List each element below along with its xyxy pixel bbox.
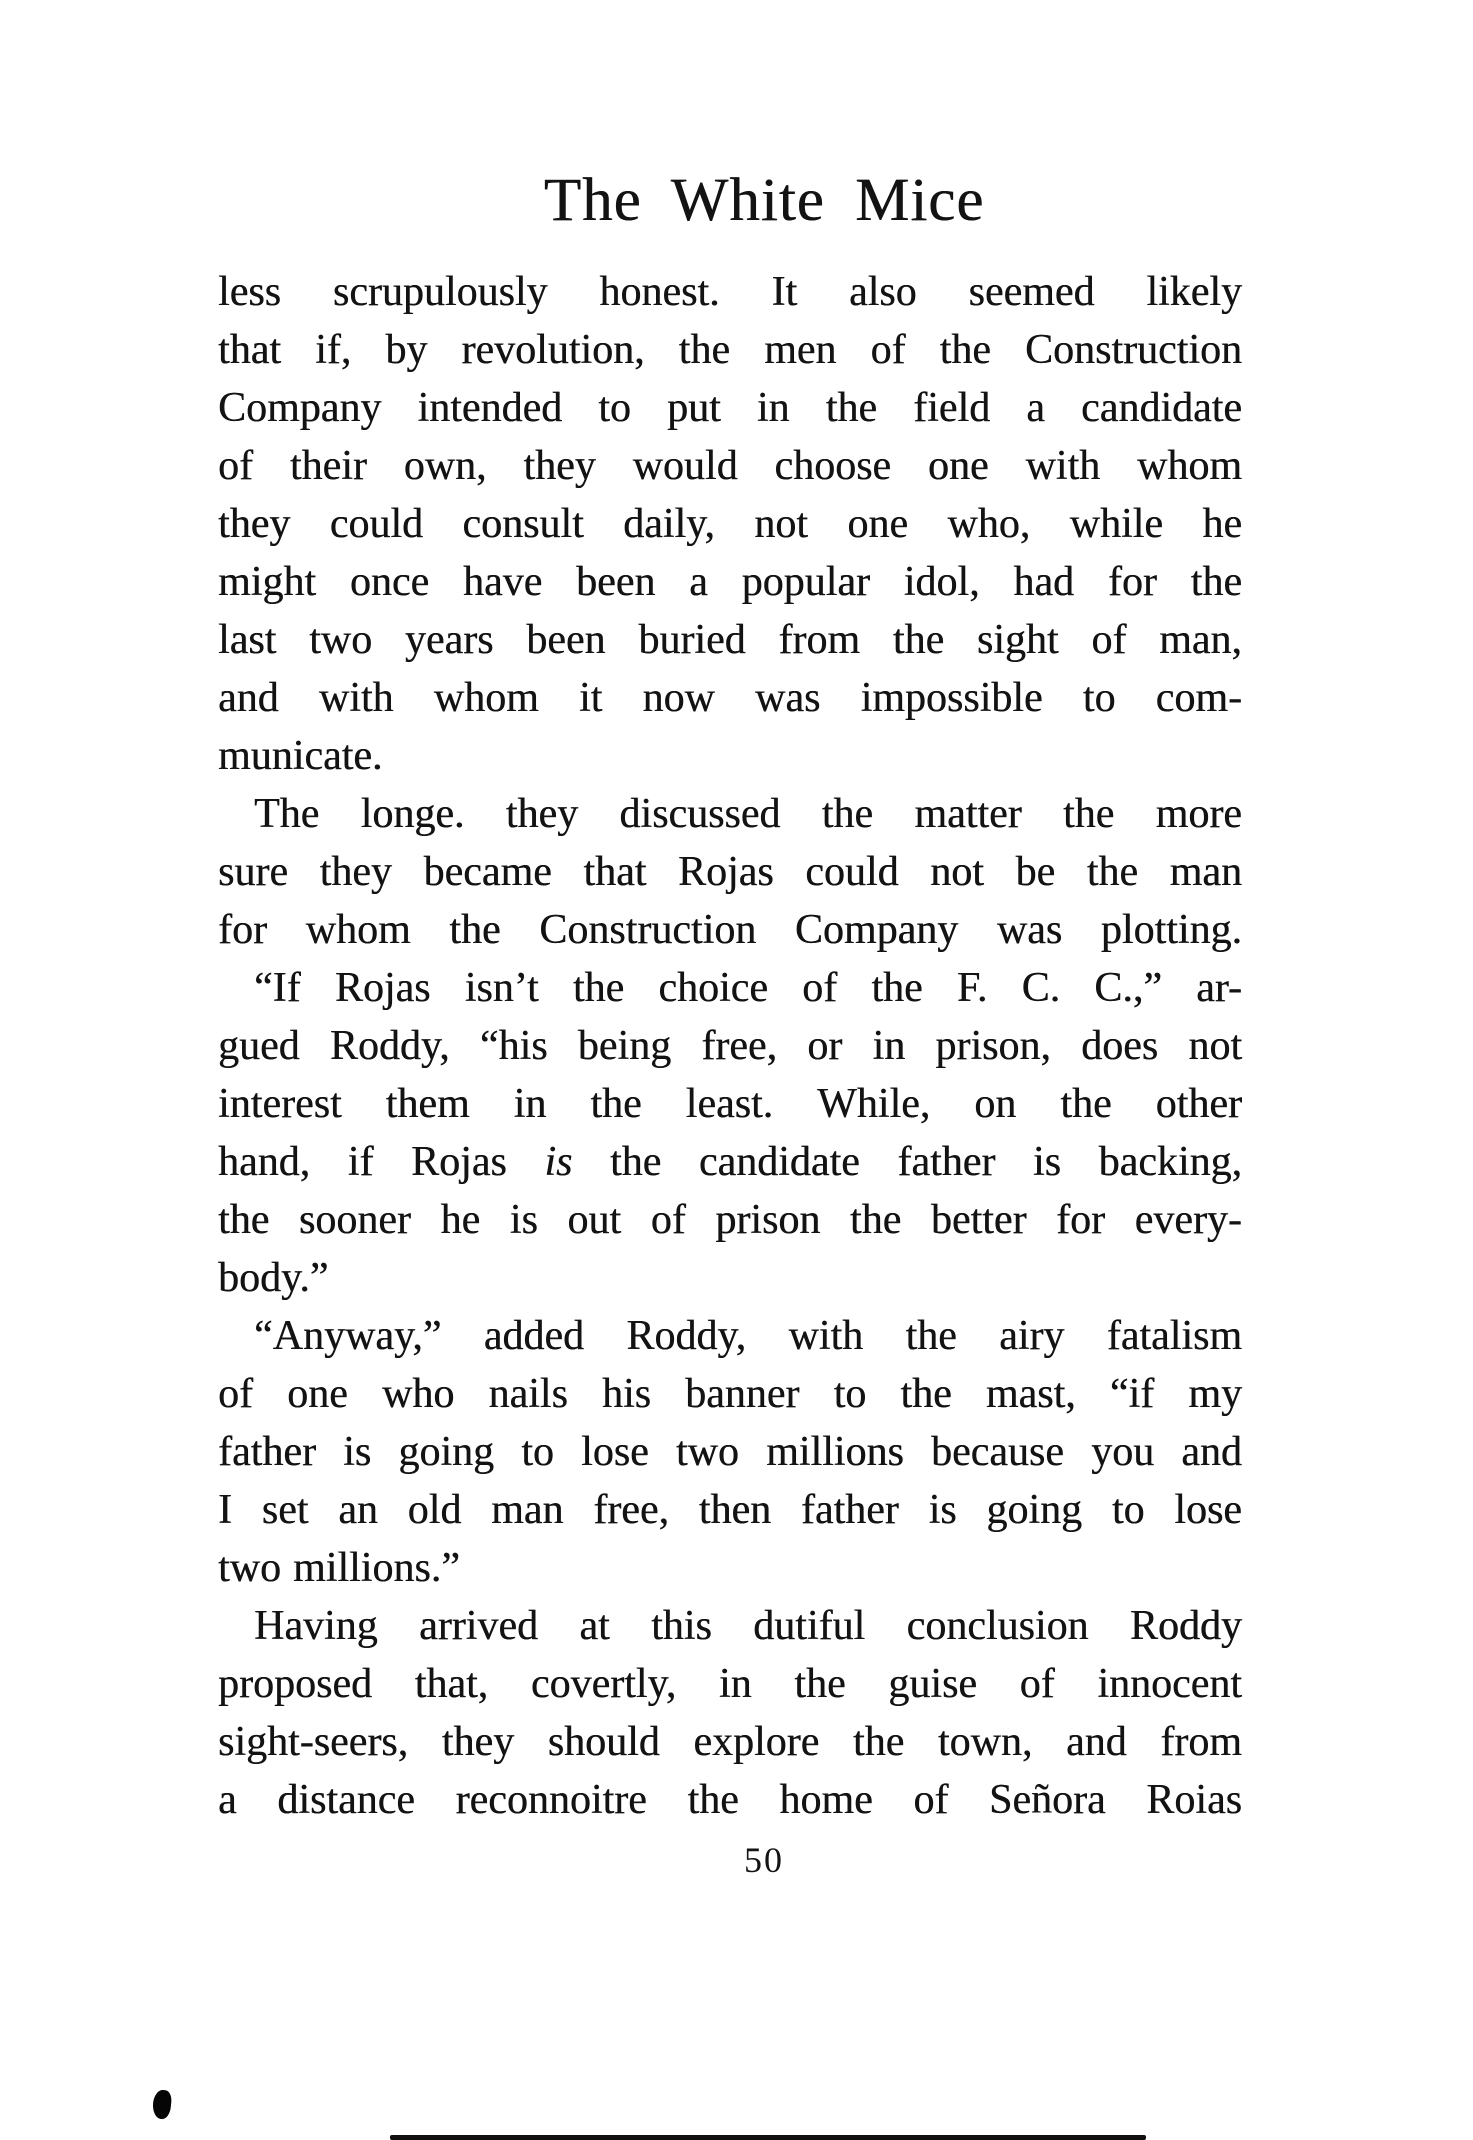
page-number: 50 bbox=[744, 1840, 784, 1880]
text-line: the sooner he is out of prison the better for every- bbox=[218, 1197, 1242, 1243]
page-title: The White Mice bbox=[543, 167, 985, 234]
text-line: for whom the Construction Company was plotting. bbox=[218, 907, 1242, 953]
text-line: “If Rojas isn’t the choice of the F. C. C.,” ar- bbox=[254, 965, 1242, 1011]
text-line: might once have been a popular idol, had for the bbox=[218, 559, 1242, 605]
text-line: sight-seers, they should explore the town, and from bbox=[218, 1719, 1242, 1765]
text-line: less scrupulously honest. It also seemed likely bbox=[218, 269, 1242, 315]
text-line: of their own, they would choose one with whom bbox=[218, 443, 1242, 489]
text-line: municate. bbox=[218, 733, 383, 779]
page-edge-scan-line bbox=[390, 2135, 1146, 2140]
text-line: I set an old man free, then father is going to lose bbox=[218, 1487, 1242, 1533]
text-line: of one who nails his banner to the mast, “if my bbox=[218, 1371, 1242, 1417]
text-line: “Anyway,” added Roddy, with the airy fatalism bbox=[254, 1313, 1242, 1359]
text-line: a distance reconnoitre the home of Señora Roias bbox=[218, 1777, 1242, 1823]
text-line: proposed that, covertly, in the guise of innocent bbox=[218, 1661, 1242, 1707]
text-line: that if, by revolution, the men of the Construction bbox=[218, 327, 1242, 373]
text-line: and with whom it now was impossible to com- bbox=[218, 675, 1242, 721]
page-text bbox=[218, 263, 1242, 1829]
text-line: two millions.” bbox=[218, 1545, 460, 1591]
text-line: sure they became that Rojas could not be the man bbox=[218, 849, 1242, 895]
ink-blot-mark bbox=[152, 2089, 173, 2120]
text-line: Company intended to put in the field a candidate bbox=[218, 385, 1242, 431]
text-line: they could consult daily, not one who, while he bbox=[218, 501, 1242, 547]
text-line: father is going to lose two millions because you and bbox=[218, 1429, 1242, 1475]
text-line: gued Roddy, “his being free, or in prison, does not bbox=[218, 1023, 1242, 1069]
text-line: Having arrived at this dutiful conclusion Roddy bbox=[254, 1603, 1242, 1649]
text-line: The longe. they discussed the matter the more bbox=[254, 791, 1242, 837]
text-line: last two years been buried from the sight of man, bbox=[218, 617, 1242, 663]
text-line: body.” bbox=[218, 1255, 329, 1301]
text-line: hand, if Rojas is the candidate father is backing, bbox=[218, 1139, 1242, 1185]
text-line: interest them in the least. While, on the other bbox=[218, 1081, 1242, 1127]
